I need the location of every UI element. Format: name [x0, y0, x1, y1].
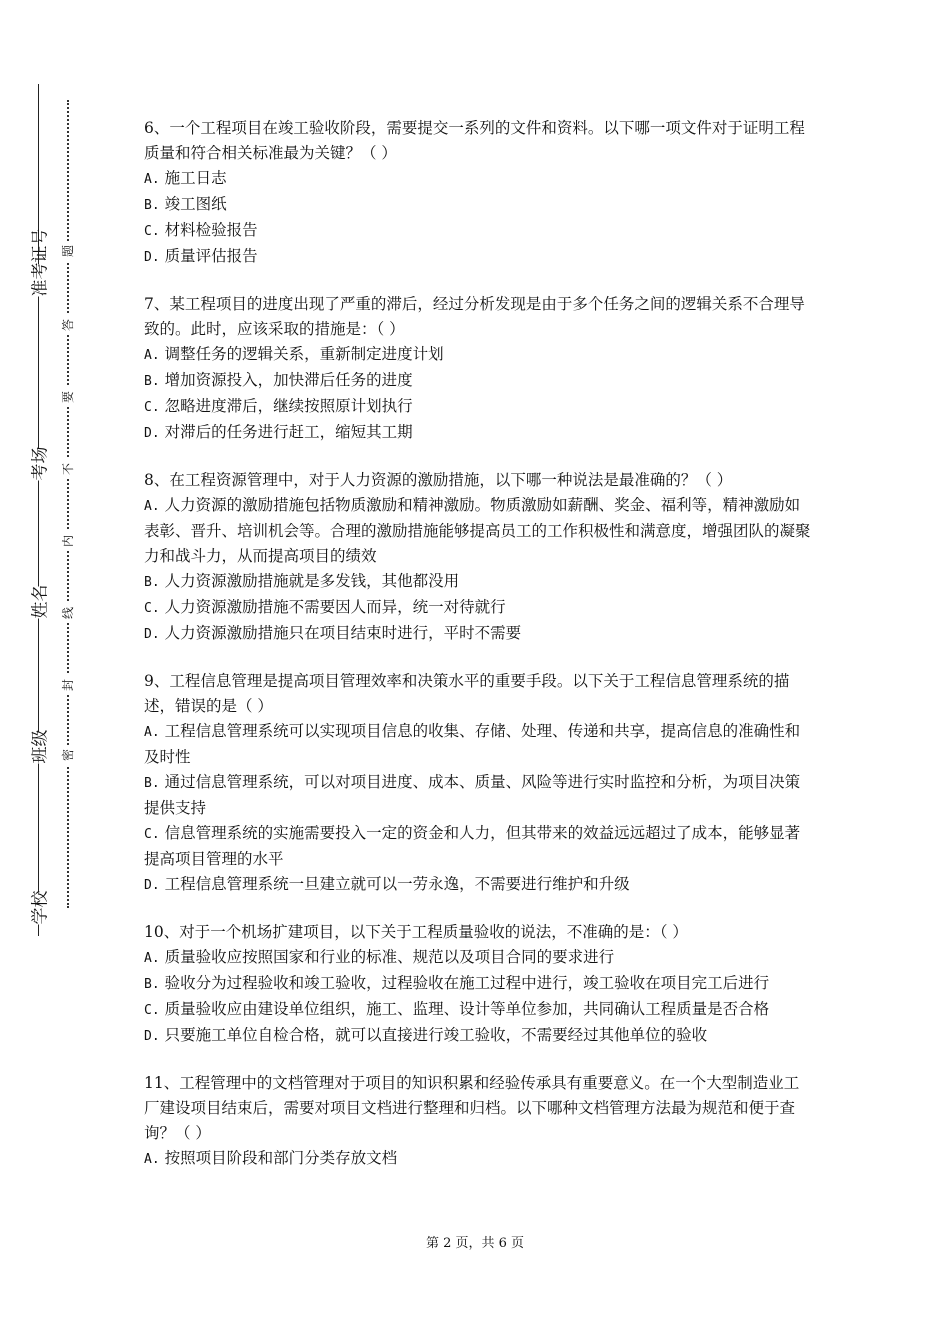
option-c: C. 信息管理系统的实施需要投入一定的资金和人力，但其带来的效益远远超过了成本，能够显著提高项目管理的水平 — [144, 824, 801, 868]
option-c: C. 人力资源激励措施不需要因人而异，统一对待就行 — [144, 598, 506, 616]
binding-margin — [0, 0, 100, 1344]
option-b: B. 通过信息管理系统，可以对项目进度、成本、质量、风险等进行实时监控和分析，为项目决策提供支持 — [144, 773, 801, 817]
option-a: A. 施工日志 — [144, 169, 227, 187]
question-9 — [144, 669, 814, 898]
label-exam-room: 考场 — [26, 449, 51, 481]
option-a: A. 质量验收应按照国家和行业的标准、规范以及项目合同的要求进行 — [144, 948, 615, 966]
seal-char: 答 — [61, 315, 75, 335]
seal-char: 密 — [61, 745, 75, 765]
option-b: B. 竣工图纸 — [144, 195, 227, 213]
question-stem: 6、一个工程项目在竣工验收阶段，需要提交一系列的文件和资料。以下哪一项文件对于证明工程质量和符合相关标准最为关键？（ ） — [144, 119, 805, 162]
option-a: A. 按照项目阶段和部门分类存放文档 — [144, 1149, 398, 1167]
seal-char: 线 — [61, 603, 75, 623]
seal-char: 不 — [61, 459, 75, 479]
seal-char: 封 — [61, 675, 75, 695]
question-10 — [144, 920, 814, 1049]
question-stem: 9、工程信息管理是提高项目管理效率和决策水平的重要手段。以下关于工程信息管理系统的描述，错误的是（ ） — [144, 672, 790, 715]
question-8 — [144, 468, 814, 647]
label-school: 学校 — [26, 893, 51, 925]
option-d: D. 工程信息管理系统一旦建立就可以一劳永逸，不需要进行维护和升级 — [144, 875, 630, 893]
label-exam-id: 准考证号 — [26, 265, 51, 297]
option-a: A. 调整任务的逻辑关系，重新制定进度计划 — [144, 345, 444, 363]
label-class: 班级 — [26, 732, 51, 764]
option-b: B. 验收分为过程验收和竣工验收，过程验收在施工过程中进行，竣工验收在项目完工后进行 — [144, 974, 770, 992]
option-d: D. 质量评估报告 — [144, 247, 258, 265]
question-stem: 7、某工程项目的进度出现了严重的滞后，经过分析发现是由于多个任务之间的逻辑关系不合理导致的。此时，应该采取的措施是：（ ） — [144, 295, 805, 338]
option-c: C. 材料检验报告 — [144, 221, 258, 239]
question-stem: 11、工程管理中的文档管理对于项目的知识积累和经验传承具有重要意义。在一个大型制造业工厂建设项目结束后，需要对项目文档进行整理和归档。以下哪种文档管理方法最为规范和便于查询？（ ） — [144, 1074, 800, 1142]
question-6 — [144, 116, 814, 270]
question-stem: 10、对于一个机场扩建项目，以下关于工程质量验收的说法，不准确的是：（ ） — [144, 923, 688, 941]
option-a: A. 工程信息管理系统可以实现项目信息的收集、存储、处理、传递和共享，提高信息的准确性和及时性 — [144, 722, 801, 766]
seal-char: 要 — [61, 387, 75, 407]
option-d: D. 人力资源激励措施只在项目结束时进行，平时不需要 — [144, 624, 522, 642]
question-11 — [144, 1071, 814, 1172]
option-c: C. 忽略进度滞后，继续按照原计划执行 — [144, 397, 413, 415]
question-list — [144, 116, 814, 1194]
option-b: B. 人力资源激励措施就是多发钱，其他都没用 — [144, 572, 460, 590]
option-d: D. 对滞后的任务进行赶工，缩短其工期 — [144, 423, 413, 441]
option-b: B. 增加资源投入，加快滞后任务的进度 — [144, 371, 413, 389]
binding-solid-line — [38, 84, 39, 936]
binding-dotted-line — [67, 100, 69, 908]
option-a: A. 人力资源的激励措施包括物质激励和精神激励。物质激励如薪酬、奖金、福利等，精神激励如表彰、晋升、培训机会等。合理的激励措施能够提高员工的工作积极性和满意度，增强团队的凝聚力和战斗力，从而提高项目的绩效 — [144, 496, 811, 565]
page-footer: 第 2 页，共 6 页 — [425, 1236, 525, 1251]
option-c: C. 质量验收应由建设单位组织，施工、监理、设计等单位参加，共同确认工程质量是否合格 — [144, 1000, 770, 1018]
option-d: D. 只要施工单位自检合格，就可以直接进行竣工验收，不需要经过其他单位的验收 — [144, 1026, 708, 1044]
question-7 — [144, 292, 814, 446]
label-name: 姓名 — [26, 587, 51, 619]
seal-char: 内 — [61, 531, 75, 551]
question-stem: 8、在工程资源管理中，对于人力资源的激励措施，以下哪一种说法是最准确的？（ ） — [144, 471, 733, 489]
seal-char: 题 — [61, 241, 75, 261]
